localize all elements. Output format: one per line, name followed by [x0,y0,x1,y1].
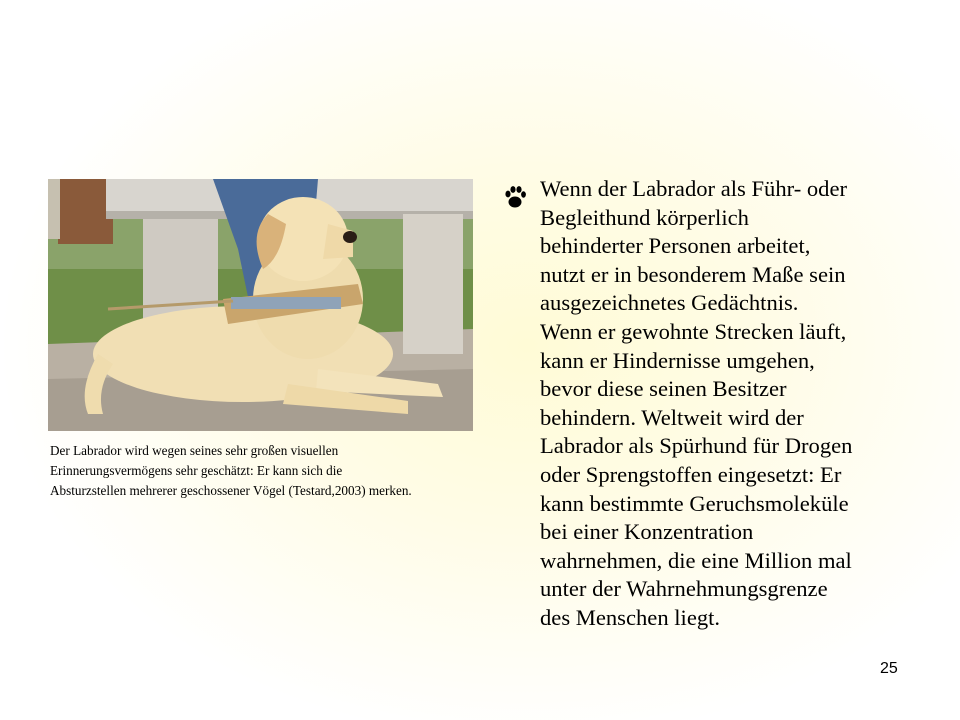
labrador-photo [48,179,473,431]
paw-print-icon [504,183,526,209]
bullet-text: Wenn der Labrador als Führ- oder Begleithund körperlich behinderter Personen arbeitet, nutzt er in besonderem Maße sein ausgezeichnetes Gedächtnis. Wenn er gewohnte Strecken läuft, kann er Hindernisse umgehen, bevor diese seinen Besitzer behindern. Weltweit wird der Labrador als Spürhund für Drogen oder Sprengstoffen eingesetzt: Er kann bestimmte Geruchsmoleküle bei einer Konzentration wahrnehmen, die eine Million mal unter der Wahrnehmungsgrenze des Menschen liegt. [540,176,853,630]
page-number: 25 [880,660,898,677]
photo-caption: Der Labrador wird wegen seines sehr großen visuellen Erinnerungsvermögens sehr geschätzt: Er kann sich die Absturzstellen mehrerer geschossener Vögel (Testard,2003) merken. [50,443,412,498]
